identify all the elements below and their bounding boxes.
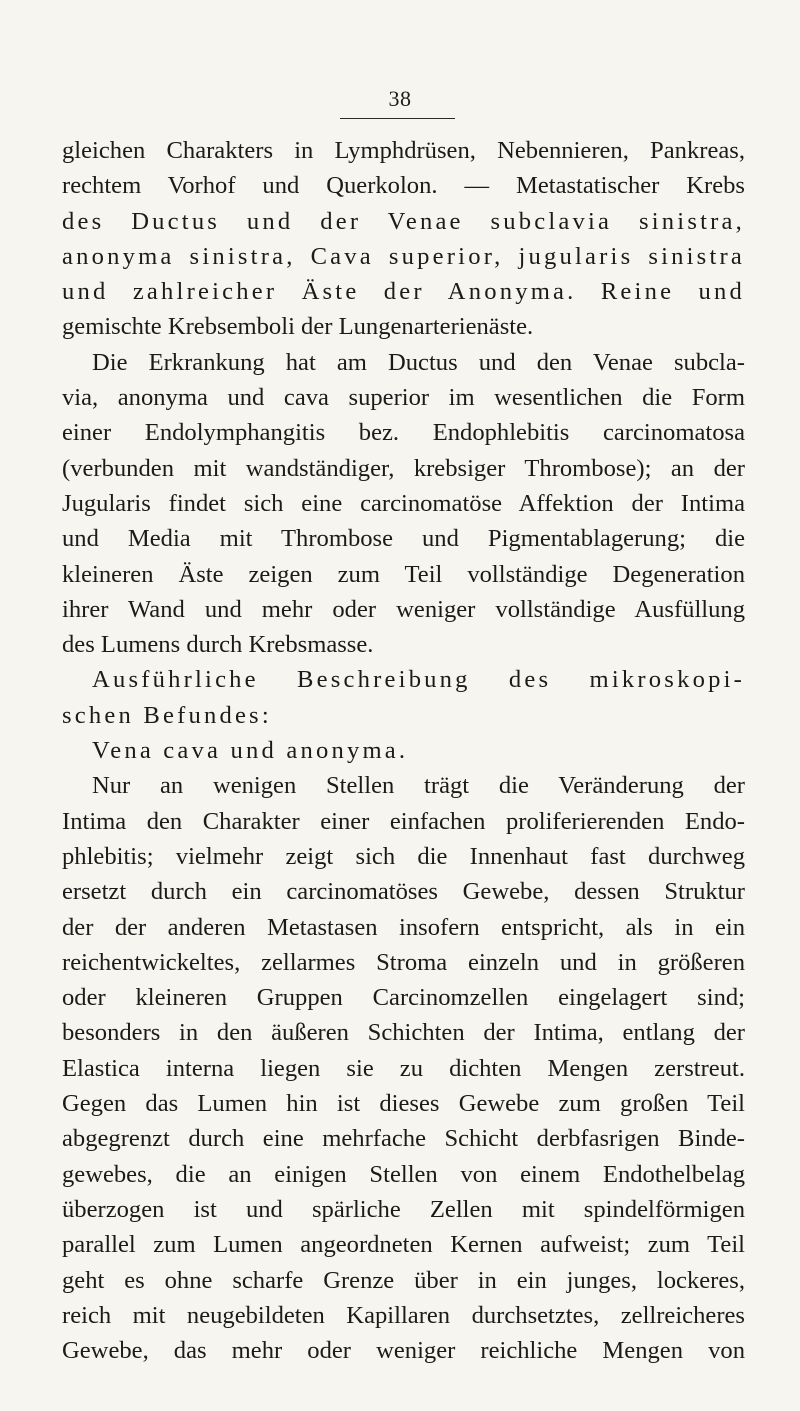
text-line: kleineren Äste zeigen zum Teil vollständige Degeneration <box>62 560 745 588</box>
page-number-rule <box>340 118 455 119</box>
text-line: parallel zum Lumen angeordneten Kernen aufweist; zum Teil <box>62 1231 745 1259</box>
text-line: des Lumens durch Krebsmasse. <box>62 631 374 659</box>
text-line: anonyma sinistra, Cava superior, jugularis sinistra <box>62 242 745 270</box>
text-line: geht es ohne scharfe Grenze über in ein junges, lockeres, <box>62 1266 745 1294</box>
text-line: phlebitis; vielmehr zeigt sich die Innenhaut fast durchweg <box>62 842 745 870</box>
section-heading-line: Ausführliche Beschreibung des mikroskopi- <box>92 666 745 694</box>
section-heading-line: schen Befundes: <box>62 701 272 729</box>
text-line: der der anderen Metastasen insofern entspricht, als in ein <box>62 913 745 941</box>
text-line: Gewebe, das mehr oder weniger reichliche Mengen von <box>62 1337 745 1365</box>
text-line: gemischte Krebsemboli der Lungenarterienäste. <box>62 313 534 341</box>
text-line: Intima den Charakter einer einfachen proliferierenden Endo- <box>62 807 745 835</box>
text-line: Gegen das Lumen hin ist dieses Gewebe zum großen Teil <box>62 1090 745 1118</box>
text-line: (verbunden mit wandständiger, krebsiger Thrombose); an der <box>62 454 745 482</box>
text-line: und Media mit Thrombose und Pigmentablagerung; die <box>62 525 745 553</box>
text-line: besonders in den äußeren Schichten der Intima, entlang der <box>62 1019 745 1047</box>
text-line: gewebes, die an einigen Stellen von einem Endothelbelag <box>62 1160 745 1188</box>
text-line: Elastica interna liegen sie zu dichten Mengen zerstreut. <box>62 1054 745 1082</box>
text-line: ersetzt durch ein carcinomatöses Gewebe, dessen Struktur <box>62 878 745 906</box>
text-line: abgegrenzt durch eine mehrfache Schicht derbfasrigen Binde- <box>62 1125 745 1153</box>
subsection-heading: Vena cava und anonyma. <box>92 737 409 765</box>
text-line: einer Endolymphangitis bez. Endophlebitis carcinomatosa <box>62 419 745 447</box>
text-line: Jugularis findet sich eine carcinomatöse Affektion der Intima <box>62 489 745 517</box>
text-line: rechtem Vorhof und Querkolon. — Metastatischer Krebs <box>62 172 745 200</box>
text-line: oder kleineren Gruppen Carcinomzellen eingelagert sind; <box>62 984 745 1012</box>
text-line: Nur an wenigen Stellen trägt die Veränderung der <box>92 772 745 800</box>
page-number: 38 <box>388 86 412 111</box>
text-line: und zahlreicher Äste der Anonyma. Reine und <box>62 278 745 306</box>
text-line: ihrer Wand und mehr oder weniger vollständige Ausfüllung <box>62 595 745 623</box>
text-line: reichentwickeltes, zellarmes Stroma einzeln und in größeren <box>62 948 745 976</box>
text-line: des Ductus und der Venae subclavia sinistra, <box>62 207 745 235</box>
text-line: überzogen ist und spärliche Zellen mit spindelförmigen <box>62 1195 745 1223</box>
body-text <box>62 133 745 1368</box>
text-line: reich mit neugebildeten Kapillaren durchsetztes, zellreicheres <box>62 1301 745 1329</box>
text-line: via, anonyma und cava superior im wesentlichen die Form <box>62 384 745 412</box>
text-line: Die Erkrankung hat am Ductus und den Venae subcla- <box>92 348 745 376</box>
text-line: gleichen Charakters in Lymphdrüsen, Nebennieren, Pankreas, <box>62 137 745 164</box>
